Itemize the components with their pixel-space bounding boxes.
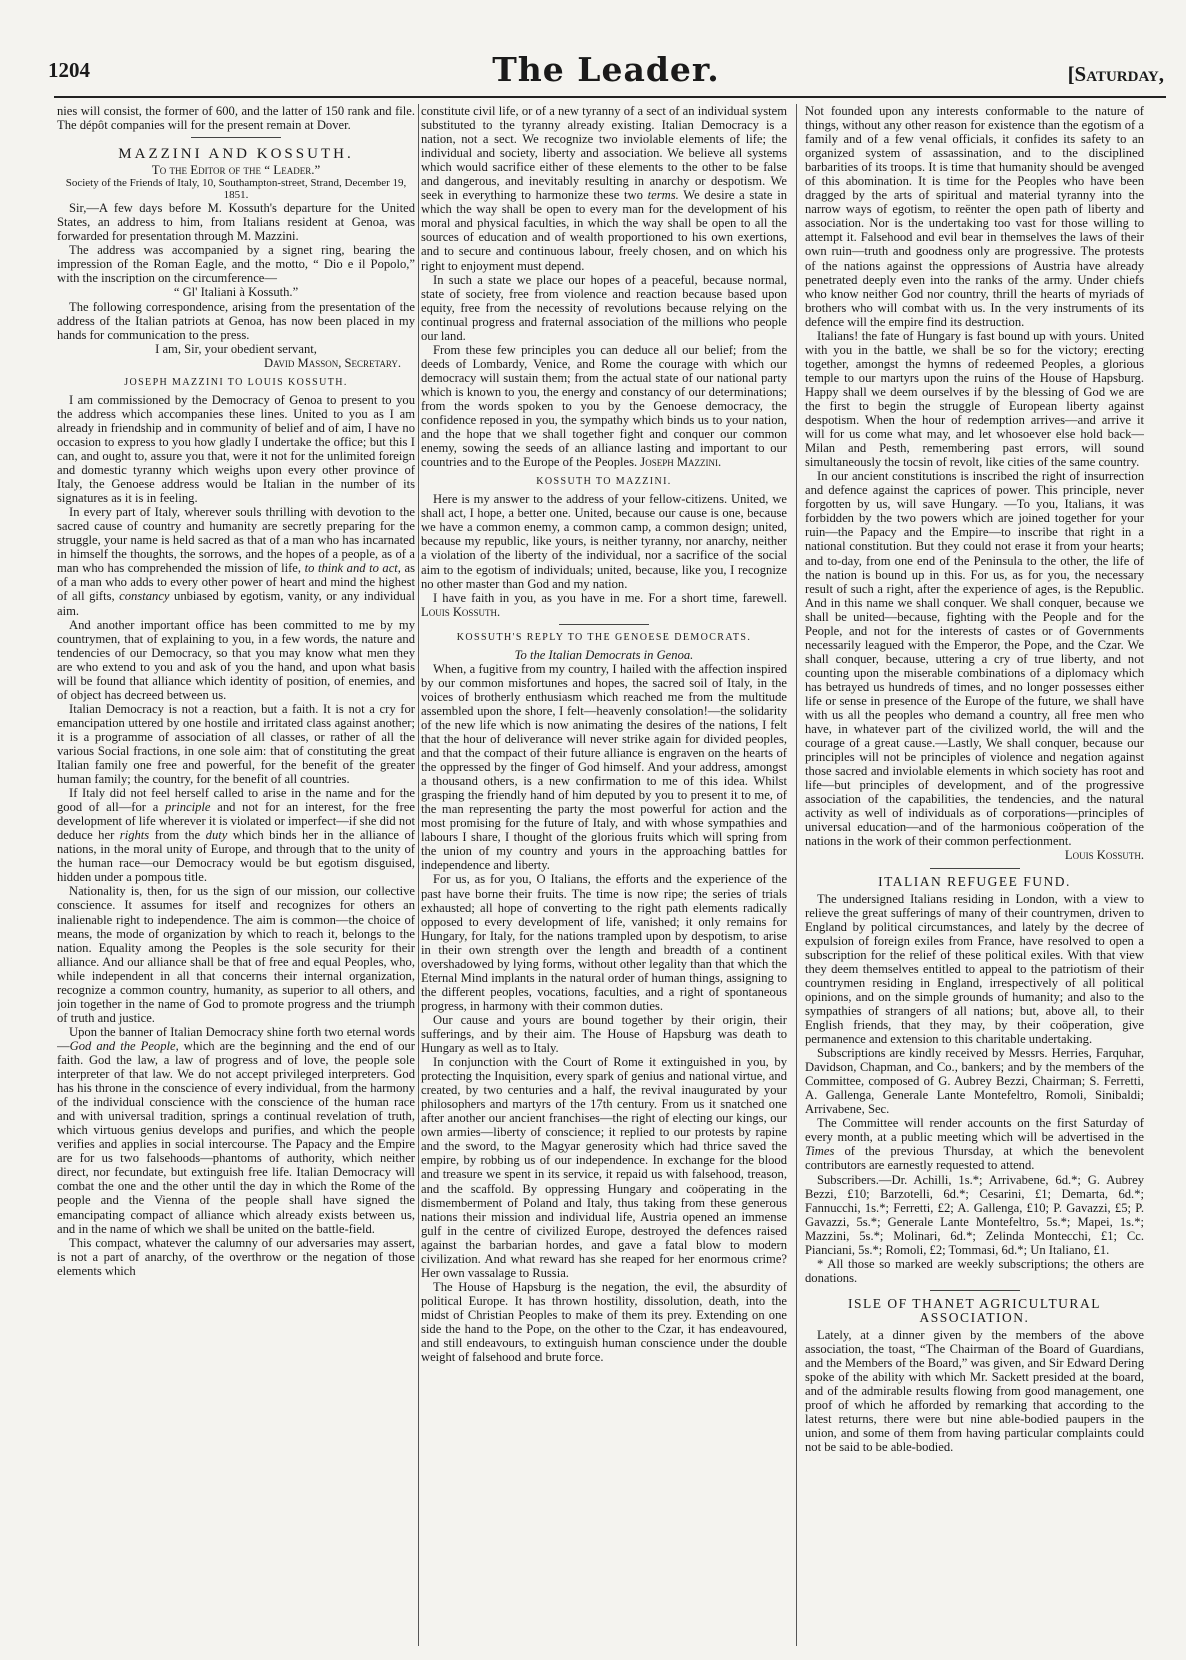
separator bbox=[930, 1290, 1020, 1291]
paragraph: Subscribers.—Dr. Achilli, 1s.*; Arrivabene, 6d.*; G. Aubrey Bezzi, £10; Barzotelli, 6d.*; Cesarini, £1; Demarta, 6d.*; Fannucchi, 1s.*; Ferretti, £2; A. Gallenga, £10; P. Gavazzi, £5; P. Gavazzi, 5s.*; Generale Lante Montefeltro, 5s.*; Mapei, 1s.*; Mazzini, 5s.*; Molinari, 6d.*; Zelinda Montecchi, £1; Cc. Pianciani, 5s.*; Romoli, £2; Tommasi, 6d.*; Un Italiano, £1. bbox=[805, 1172, 1144, 1257]
article-heading: MAZZINI AND KOSSUTH. bbox=[118, 146, 354, 163]
paragraph: This compact, whatever the calumny of our adversaries may assert, is not a part of anarchy, of the overthrow or the negation of those elements which bbox=[57, 1235, 415, 1278]
paragraph: The undersigned Italians residing in London, with a view to relieve the great sufferings of many of their countrymen, driven to England by political circumstances, and lately by the decree of expulsion of foreign exiles from France, have resolved to open a subscription for the relief of these political exiles. With that view they deem themselves entitled to appeal to the patriotism of their countrymen residing in England, irrespectively of all political opinions, and on the simple grounds of humanity; and also to the sympathies of strangers of all nations; but, above all, to their English friends, that they may, by their coöperation, give permanence and extension to this charitable undertaking. bbox=[805, 891, 1144, 1047]
paragraph: The Committee will render accounts on the first Saturday of every month, at a public meeting which will be advertised in the Times of the previous Thursday, at which the benevolent contributors are earnestly requested to attend. bbox=[805, 1116, 1144, 1173]
motto: “ Gl' Italiani à Kossuth.” bbox=[173, 285, 299, 300]
paragraph: I am commissioned by the Democracy of Genoa to present to you the address which accompanies these lines. United to you as I am already in friendship and in community of belief and of aim, I have no occasion to express to you how gladly I undertake the office; but this I can, and ought to, assure you that, were it not for the unlimited foreign and domestic tyranny which weighs upon every other province of Italy, the Genoese address would be Italian in the number of its signatures as it is in feeling. bbox=[57, 392, 415, 506]
paragraph: I have faith in you, as you have in me. For a short time, farewell. Louis Kossuth. bbox=[421, 590, 787, 619]
paragraph: * All those so marked are weekly subscriptions; the others are donations. bbox=[805, 1256, 1144, 1285]
letter-subheading: To the Italian Democrats in Genoa. bbox=[514, 647, 694, 662]
column-1 bbox=[57, 104, 415, 1648]
page-number: 1204 bbox=[48, 58, 90, 82]
column-2 bbox=[421, 104, 787, 1648]
paragraph: Italians! the fate of Hungary is fast bound up with yours. United with you in the battle, we shall be so for the victory; erecting together, amongst the hymns of redeemed Peoples, a glorious temple to our martyrs upon the ruins of the House of Hapsburg. Happy shall we deem ourselves if by the blessing of God we are the first to begin the struggle of European liberty against despotism. When the hour of redemption arrives—and arrive it will for us come what may, and let whosoever else hold back—Milan and Pesth, remembering past errors, will sound simultaneously the tocsin of revolt, like cities of the same country. bbox=[805, 328, 1144, 470]
article-heading: ISLE OF THANET AGRICULTURAL ASSOCIATION. bbox=[848, 1295, 1101, 1325]
paragraph: When, a fugitive from my country, I hailed with the affection inspired by our common misfortunes and hopes, the sacred soil of Italy, in the voices of brotherly enthusiasm which reached me from the multitude assembled upon the shore, I felt—heavenly consolation!—the solidarity of the new life which is now animating the desires of the nations, I felt that the hour of deliverance will never strike again for divided peoples, and that the compact of their future alliance is engraven on the hearts of the oppressed by the finger of God himself. And your address, amongst a thousand others, is a new confirmation to me of this idea. Whilst grasping the friendly hand of him deputed by you to present it to me, of the man representing the party the most powerful for action and the most promising for the future of Italy, and with whose sympathies and labours I share, I thought of the glorious fruits which will spring from the union of my country and yours in the approaching battles for independence and liberty. bbox=[421, 661, 787, 873]
paragraph: And another important office has been committed to me by my countrymen, that of explaining to you, in a few words, the nature and tendencies of our Democracy, so that you may know what men they are who extend to you and ask of you the hand, and upon what basis will be found that alliance which identity of position, of enemies, and of object has decreed between us. bbox=[57, 617, 415, 702]
separator bbox=[930, 868, 1020, 869]
paragraph: Subscriptions are kindly received by Messrs. Herries, Farquhar, Davidson, Chapman, and Co., bankers; and by the members of the Committee, composed of G. Aubrey Bezzi, Chairman; S. Ferretti, A. Gallenga, Generale Lante Montefeltro, Romoli, Sinibaldi; Arrivabene, Sec. bbox=[805, 1046, 1144, 1117]
column-divider bbox=[796, 104, 797, 1646]
column-3 bbox=[805, 104, 1144, 1648]
paragraph: The House of Hapsburg is the negation, the evil, the absurdity of political Europe. It has thrown hostility, dissolution, death, into the midst of Christian Peoples to make of them its prey. Extending on one side the hand to the Pope, on the other to the Czar, it has endeavoured, and still endeavours, to extinguish human conscience under the double weight of falsehood and brute force. bbox=[421, 1279, 787, 1365]
separator bbox=[191, 137, 281, 138]
letter-heading: KOSSUTH'S REPLY TO THE GENOESE DEMOCRATS. bbox=[456, 631, 752, 643]
paragraph: constitute civil life, or of a new tyranny of a sect of an individual system substituted to the tyranny already existing. Italian Democracy is a nation, not a sect. We recognize two inviolable elements of life; the individual and society, liberty and association. We believe all systems which would sacrifice either of these elements to the other to be false and dangerous, and inevitably resulting in anarchy or despotism. We seek in everything to harmonize these two terms. We desire a state in which the way shall be open to every man for the development of his moral and physical faculties, in which the way shall be open to all the sources of education and of wealth proportioned to his own exertions, and to secure and continuous labour, freely chosen, and on which his right to enjoyment must depend. bbox=[421, 104, 787, 273]
letter-heading: KOSSUTH TO MAZZINI. bbox=[536, 476, 672, 488]
masthead-day: [Saturday, bbox=[1067, 62, 1164, 86]
paragraph: From these few principles you can deduce all our belief; from the deeds of Lombardy, Venice, and Rome the courage with which our democracy will sustain them; from the actual state of our national party which is known to you, the energy and constancy of our determinations; from the words spoken to you by the Genoese democracy, the confidence reposed in you, the sympathy which binds us to your nation, and the hope that we shall together fight and conquer our common enemy, sowing the seeds of an alliance lasting and important to our countries and to the Europe of the Peoples. Joseph Mazzini. bbox=[421, 342, 787, 470]
dateline: Society of the Friends of Italy, 10, Southampton-street, Strand, December 19, 1851. bbox=[65, 177, 407, 202]
article-heading: ITALIAN REFUGEE FUND. bbox=[878, 873, 1071, 889]
signature: Louis Kossuth. bbox=[421, 604, 501, 619]
paragraph: Not founded upon any interests conformable to the nature of things, without any other reason for existence than the egotism of a family and of a few venal officials, it confides its safety to an organized system of assassination, and to the disciplined barbarities of its troops. It is time that humanity should be avenged of this abomination. It is time for the Peoples who have been dragged by the arts of spiritual and material tyranny into the narrow ways of egotism, to reënter the open path of liberty and association. Nor is the undertaking too vast for those willing to attempt it. Falsehood and evil bear in themselves the laws of their own ruin—truth and goodness only are progressive. The protests of the nations against the oppressions of Austria have already penetrated deeply even into the ranks of the army. Under chiefs who know neither God nor country, thrill the hearts of myriads of brothers who will combat with us. In the very instruments of its defence will the empire find its destruction. bbox=[805, 104, 1144, 329]
signature: Louis Kossuth. bbox=[1064, 848, 1144, 863]
separator bbox=[559, 624, 649, 625]
paragraph: In our ancient constitutions is inscribed the right of insurrection and defence against the caprices of power. This principle, never forgotten by us, will save Hungary. —To you, Italians, it was forbidden by the two powers which are joined together for your ruin—the Papacy and the Empire—to inscribe that right in a national constitution. But they could not erase it from your hearts; and to-day, from one end of the Peninsula to the other, the life of the nation is bound up in this. For us, as for you, the necessary result of such a right, after the experience of ages, is the Republic. And in this name we shall conquer. We shall conquer, because we shall be united—because, fighting with the People and for the People, and not for the interests of castes or of Governments necessarily leagued with the Emperor, the Pope, and the Czar. We shall conquer, because, uttering a cry of true liberty, and not counting upon the miserable combinations of a diplomacy which has betrayed us hundreds of times, and no longer possesses either life or sense in presence of the Europe of the future, we shall have with us all the peoples who demand a country, all free men who have, in whatever part of the civilized world, the will and the courage of a great cause.—Lastly, We shall conquer, because our principles will not be principles of violence and negation against those sacred and inviolable elements in which society has root and life—but principles of development, and of the progressive association of the capabilities, the tendencies, and the natural activity as well of individuals as of corporations—principles of universal education—and of the harmonious coöperation of the nations in the work of their common perfectionment. bbox=[805, 469, 1144, 849]
paragraph: Sir,—A few days before M. Kossuth's departure for the United States, an address to him, from Italians resident at Genoa, was forwarded for presentation through M. Mazzini. bbox=[57, 201, 415, 244]
article-subheading: To the Editor of the “ Leader.” bbox=[151, 162, 321, 178]
paragraph: For us, as for you, O Italians, the efforts and the experience of the past have borne their fruits. The time is now ripe; the series of trials exhausted; all hope of converting to the right path elements radically opposed to every development of life, vanished; it only remains for Hungary, for Italy, for the nations trampled upon by despotism, to arise in their own strength over the length and breadth of a continent overshadowed by lying forms, without other legality than that which the Eternal Mind implants in the natural order of human things, assigning to the different peoples, vocations, faculties, and a right of spontaneous progress, in harmony with their common duties. bbox=[421, 872, 787, 1013]
paragraph: The address was accompanied by a signet ring, bearing the impression of the Roman Eagle, and the motto, “ Dio e il Popolo,” with the inscription on the circumference— bbox=[57, 243, 415, 286]
paragraph: In such a state we place our hopes of a peaceful, because normal, state of society, free from violence and reaction because based upon equity, free from the necessity of revolutions because relying on the continual progress and fraternal association of the millions who people our land. bbox=[421, 272, 787, 343]
paragraph: Italian Democracy is not a reaction, but a faith. It is not a cry for emancipation uttered by one hostile and irritated class against another; it is a programme of association of all classes, or rather of all the various Social fractions, in one sole aim: that of constituting the great Italian family one free and powerful, for the benefit of the greater human family; the country, for the benefit of all countries. bbox=[57, 701, 415, 787]
paragraph: Our cause and yours are bound together by their origin, their sufferings, and by their aim. The House of Hapsburg was death to Hungary as well as to Italy. bbox=[421, 1012, 787, 1056]
letter-heading: JOSEPH MAZZINI TO LOUIS KOSSUTH. bbox=[124, 376, 348, 388]
paragraph: Upon the banner of Italian Democracy shine forth two eternal words—God and the People, which are the beginning and the end of our faith. God the law, a law of progress and of love, the people sole interpreter of that law. We do not accept privileged interpreters. God has his throne in the conscience of every individual, from the harmony of the individual conscience with the conscience of the human race and with universal tradition, springs a continual revelation of truth, which virtuous genius develops and purifies, and which the people verifies and applies in social intercourse. The Papacy and the Empire are for us two falsehoods—phantoms of authority, which neither direct, nor fecundate, but extinguish free life. Italian Democracy will combat the one and the other until the day in which the Rome of the people and the Vienna of the people shall have signed the emancipating compact of alliance which already exists between us, and in the name of which we shall be united on the battle-field. bbox=[57, 1024, 415, 1236]
paragraph: In conjunction with the Court of Rome it extinguished in you, by protecting the Inquisition, every spark of genius and national virtue, and created, by two centuries and a half, the revival inaugurated by your philosophers and martyrs of the 17th century. From us it snatched one after another our ancient franchises—the right of electing our kings, our own armies—liberty of conscience; it replied to our protests by rapine and the sword, to the Magyar generosity which had thrice saved the empire, by robbing us of our independence. In exchange for the blood and treasure we spent in its service, it repaid us with falsehood, treason, and the scaffold. By oppressing Hungary and coöperating in the dismemberment of Poland and Italy, thus taking from these generous nations their mission and individual life, Austria opened an immense gulf in the centre of civilized Europe, destroyed the defences raised against the barbarian hordes, and gave a fatal blow to modern civilization. And what reward has she reaped for her enormous crime? Her own vassalage to Russia. bbox=[421, 1055, 787, 1280]
paragraph: Lately, at a dinner given by the members of the above association, the toast, “The Chairman of the Board of Guardians, and the Members of the Board,” was given, and Sir Edward Dering spoke of the ability with which Mr. Sackett presided at the board, and of the admirable results flowing from good management, one proof of which he afforded by remarking that according to the latest returns, there were but nine able-bodied paupers in the union, and some of them from having particular complaints could not be said to be able-bodied. bbox=[805, 1327, 1144, 1455]
paragraph: Here is my answer to the address of your fellow-citizens. United, we shall act, I hope, a better one. United, because our cause is one, because we have a common enemy, a common camp, a common design; united, because my republic, like yours, is neither tyranny, nor anarchy, neither a violation of the liberty of the individual, nor a sacrifice of the social aim to the egotism of individuals; united, because, like you, I recognize no other master than God and my nation. bbox=[421, 492, 787, 591]
masthead bbox=[48, 50, 1164, 92]
paragraph: Nationality is, then, for us the sign of our mission, our collective conscience. It assumes for itself and recognizes for others an inalienable right to independence. The aim is common—the choice of means, the mode of organization by which to reach it, belongs to the nation. Equality among the Peoples is the sole security for their alliance. And our alliance shall be that of free and equal Peoples, who, while independent in all that concerns their internal organization, recognize a common country, humanity, as superior to all others, and join together in the name of God to promote progress and the triumph of truth and justice. bbox=[57, 884, 415, 1025]
paragraph: In every part of Italy, wherever souls thrilling with devotion to the sacred cause of country and humanity are secretly preparing for the struggle, your name is held sacred as that of a man who has incarnated in himself the thoughts, the sorrows, and the hopes of a people, as of a man who has comprehended the mission of life, to think and to act, as of a man who adds to every other power of heart and mind the highest of all gifts, constancy unbiased by egotism, vanity, or any individual aim. bbox=[57, 505, 415, 618]
newspaper-title: The Leader. bbox=[492, 50, 720, 89]
closing: I am, Sir, your obedient servant, bbox=[155, 341, 317, 356]
paragraph: If Italy did not feel herself called to arise in the name and for the good of all—for a principle and not for an interest, for the free development of life wherever it is violated or imperfect—if she did not deduce her rights from the duty which binds her in the alliance of nations, in the moral unity of Europe, and through that to the unity of the human race—our Democracy would be but egotism disguised, hidden under a pompous title. bbox=[57, 786, 415, 885]
paragraph: nies will consist, the former of 600, and the latter of 150 rank and file. The dépôt companies will for the present remain at Dover. bbox=[57, 104, 415, 133]
signature: Joseph Mazzini. bbox=[640, 455, 722, 470]
signature: David Masson, Secretary. bbox=[263, 355, 401, 370]
paragraph: The following correspondence, arising from the presentation of the address of the Italian patriots at Genoa, has now been placed in my hands for communication to the press. bbox=[57, 299, 415, 342]
masthead-rule bbox=[54, 96, 1166, 98]
column-divider bbox=[418, 104, 419, 1646]
